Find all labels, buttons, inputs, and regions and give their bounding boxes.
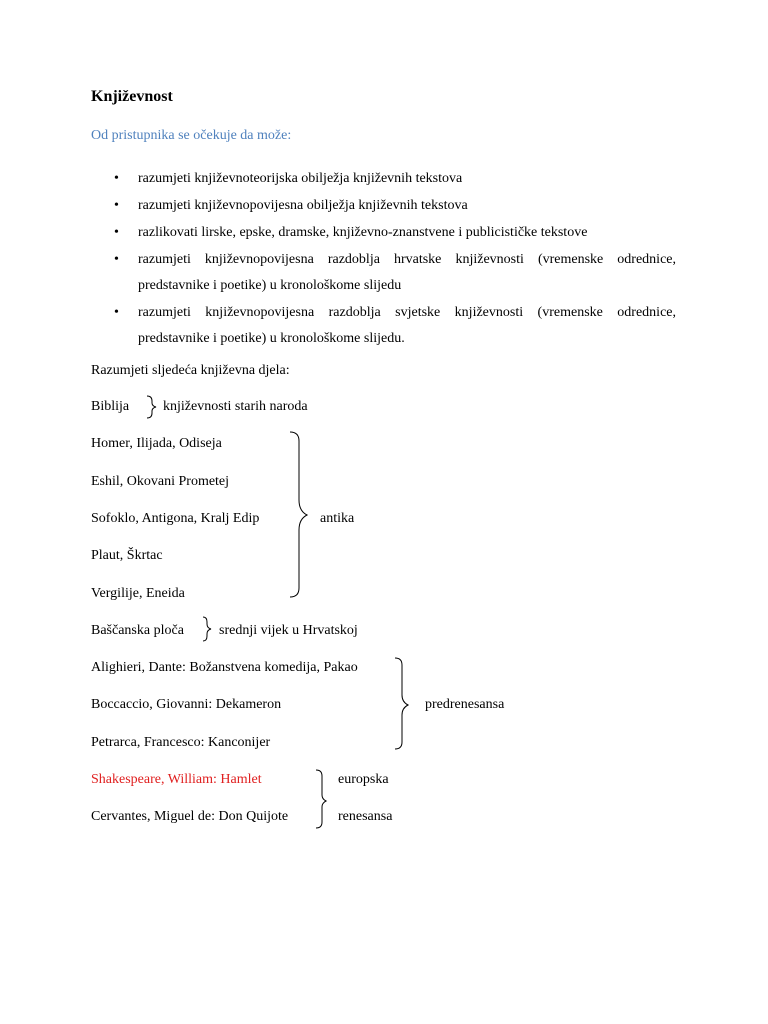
- works-heading: Razumjeti sljedeća književna djela:: [91, 363, 290, 378]
- period-label: renesansa: [338, 809, 393, 824]
- work-item: Sofoklo, Antigona, Kralj Edip: [91, 511, 260, 526]
- work-item: Cervantes, Miguel de: Don Quijote: [91, 809, 289, 824]
- brace-croatian: [203, 617, 211, 641]
- goal-item: • razumjeti književnopovijesna razdoblja svjetske književnosti (vremenske odrednice, predstavnike i poetike) u kronološkome slijedu.: [91, 300, 676, 352]
- work-item: Eshil, Okovani Prometej: [91, 474, 230, 489]
- goal-item: • razumjeti književnopovijesna razdoblja hrvatske književnosti (vremenske odrednice, predstavnike i poetike) u kronološkome slijedu: [91, 247, 676, 299]
- brace-renaissance: [316, 770, 326, 828]
- period-label: antika: [320, 511, 355, 526]
- goal-item: • razumjeti književnopovijesna obilježja književnih tekstova: [91, 193, 676, 219]
- work-item-highlighted: Shakespeare, William: Hamlet: [91, 772, 262, 787]
- brace-prerenaissance: [395, 658, 408, 749]
- brace-ancient: [147, 396, 156, 418]
- work-item: Plaut, Škrtac: [91, 548, 163, 563]
- period-label: predrenesansa: [425, 697, 505, 712]
- work-item: Biblija: [91, 399, 130, 414]
- goals-list: [91, 166, 676, 353]
- goal-item: • razumjeti književnoteorijska obilježja književnih tekstova: [91, 166, 676, 192]
- work-item: Homer, Ilijada, Odiseja: [91, 436, 222, 451]
- work-item: Vergilije, Eneida: [91, 586, 185, 601]
- work-item: Boccaccio, Giovanni: Dekameron: [91, 697, 282, 712]
- brace-antiquity: [290, 432, 307, 597]
- period-label: srednji vijek u Hrvatskoj: [219, 623, 358, 638]
- document-title: Književnost: [91, 88, 173, 105]
- period-label: književnosti starih naroda: [163, 399, 308, 414]
- work-item: Baščanska ploča: [91, 623, 184, 638]
- goal-item: • razlikovati lirske, epske, dramske, književno-znanstvene i publicističke tekstove: [91, 220, 676, 246]
- work-item: Petrarca, Francesco: Kanconijer: [91, 735, 271, 750]
- period-label: europska: [338, 772, 389, 787]
- work-item: Alighieri, Dante: Božanstvena komedija, Pakao: [91, 660, 358, 675]
- intro-text: Od pristupnika se očekuje da može:: [91, 128, 292, 143]
